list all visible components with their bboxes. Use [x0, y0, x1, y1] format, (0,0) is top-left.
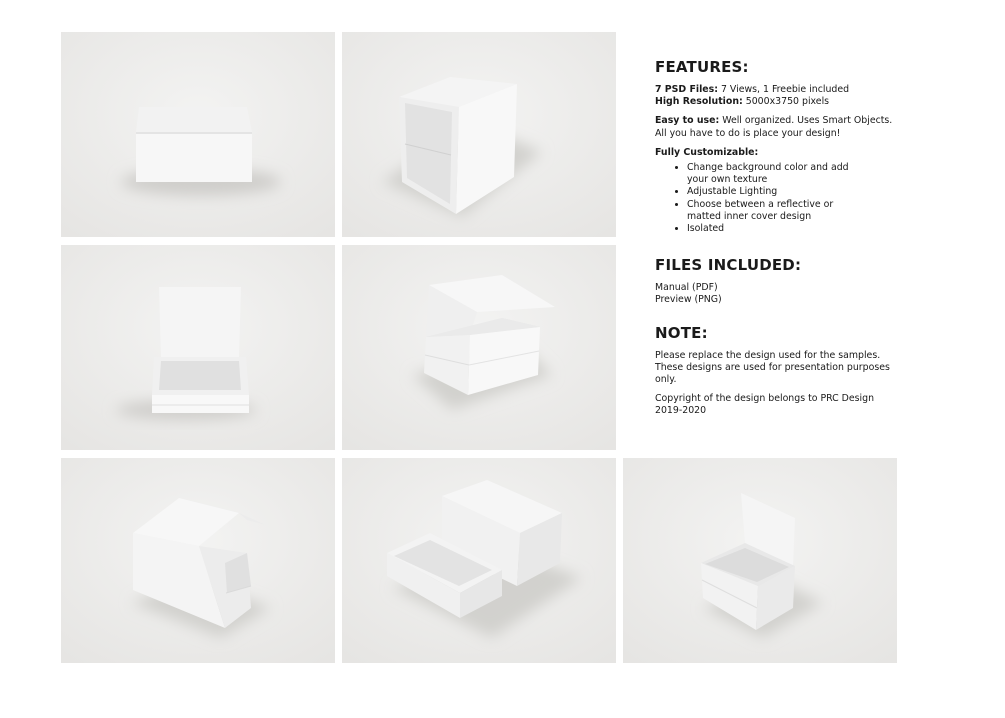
product-info-panel: [655, 58, 905, 425]
file-item: Preview (PNG): [655, 294, 722, 306]
files-included-heading: FILES INCLUDED:: [655, 256, 802, 275]
features-heading: FEATURES:: [655, 58, 749, 76]
customizable-label: Fully Customizable:: [655, 146, 759, 158]
customizable-label-line: [655, 147, 905, 159]
mockup-view-open-front: [61, 245, 335, 450]
mockup-view-box-and-lid: [342, 458, 616, 663]
note-heading: NOTE:: [655, 323, 708, 342]
list-item: • Choose between a reflective or matted inner cover design: [687, 199, 847, 223]
easy-to-use-value: Well organized. Uses Smart Objects.: [722, 115, 893, 127]
psd-files-line: [655, 84, 905, 96]
psd-files-label: 7 PSD Files:: [655, 84, 718, 95]
psd-files-value: 7 Views, 1 Freebie included: [720, 84, 850, 95]
file-item: Manual (PDF): [655, 282, 718, 294]
customizable-list: [655, 162, 905, 235]
easy-to-use-line: [655, 115, 905, 139]
resolution-line: [655, 96, 905, 108]
copyright-paragraph: Copyright of the design belongs to PRC Design 2019-2020: [655, 393, 875, 417]
list-item: • Change background color and add your own texture: [687, 162, 852, 186]
resolution-value: 5000x3750 pixels: [745, 96, 830, 108]
easy-to-use-label: Easy to use:: [655, 115, 720, 127]
mockup-view-open-angled: [342, 245, 616, 450]
mockup-view-closed-front: [61, 32, 335, 237]
easy-to-use-value-line2: All you have to do is place your design!: [655, 127, 841, 139]
list-item: • Isolated: [687, 223, 905, 235]
resolution-label: High Resolution:: [655, 96, 743, 108]
mockup-view-closed-angled: [342, 32, 616, 237]
note-paragraph: Please replace the design used for the samples. These designs are used for presentation purposes only.: [655, 349, 890, 386]
list-item: • Adjustable Lighting: [687, 186, 905, 198]
mockup-view-open-three-quarter: [623, 458, 897, 663]
mockup-view-open-tilted: [61, 458, 335, 663]
